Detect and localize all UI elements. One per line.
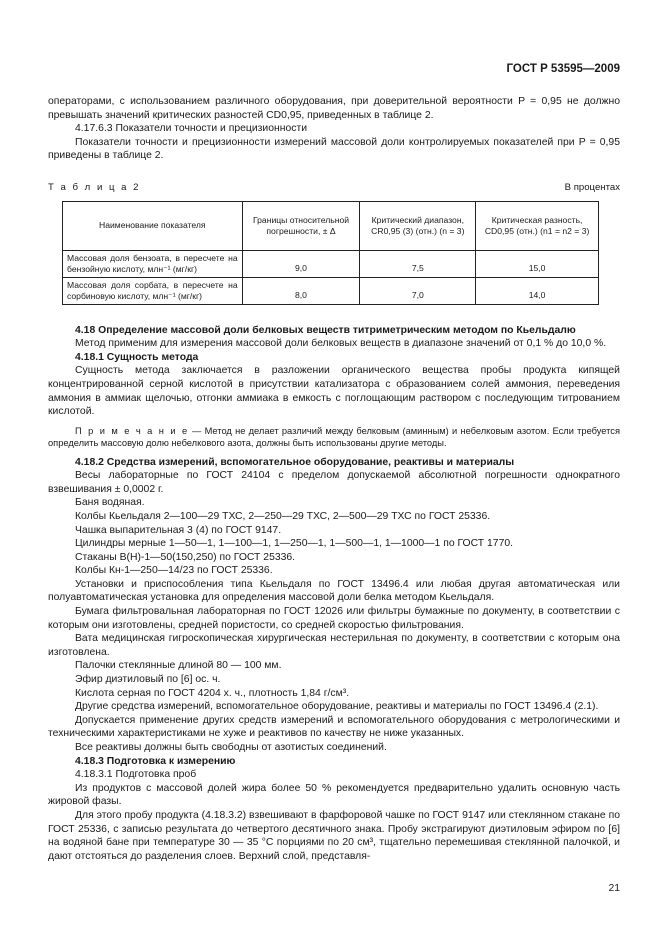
section-4-18-3-title: 4.18.3 Подготовка к измерению bbox=[75, 755, 236, 767]
equipment-item: Эфир диэтиловый по [6] ос. ч. bbox=[75, 674, 221, 686]
equipment-item: Допускается применение других средств измерений и вспомогательного оборудования с метрологическими и техническими характеристиками не хуже и реактивов по качеству не ниже указанных. bbox=[48, 714, 620, 740]
table-caption-row bbox=[48, 181, 620, 195]
equipment-item: Стаканы В(Н)-1—50(150,250) по ГОСТ 25336. bbox=[75, 551, 296, 563]
equipment-item: Цилиндры мерные 1—50—1, 1—100—1, 1—250—1, 1—500—1, 1—1000—1 по ГОСТ 1770. bbox=[75, 538, 514, 550]
document-header: ГОСТ Р 53595—2009 bbox=[506, 63, 620, 75]
equipment-item: Колбы Кьельдаля 2—100—29 ТХС, 2—250—29 ТХС, 2—500—29 ТХС по ГОСТ 25336. bbox=[75, 510, 491, 522]
section-4-18-2-title: 4.18.2 Средства измерений, вспомогательное оборудование, реактивы и материалы bbox=[75, 456, 515, 468]
section-4-18-paragraph: Метод применим для измерения массовой доли белковых веществ в диапазоне значений от 0,1 % до 10,0 %. bbox=[75, 338, 607, 350]
equipment-item: Чашка выпарительная 3 (4) по ГОСТ 9147. bbox=[75, 524, 282, 536]
note-label: П р и м е ч а н и е bbox=[75, 425, 189, 436]
equipment-item: Колбы Кн-1—250—14/23 по ГОСТ 25336. bbox=[75, 565, 273, 577]
equipment-item: Весы лабораторные по ГОСТ 24104 с пределом допускаемой абсолютной погрешности однократного взвешивания ± 0,0002 г. bbox=[48, 470, 620, 495]
table-header-cell: Критическая разность, CD0,95 (отн.) (n1 = n2 = 3) bbox=[476, 201, 599, 250]
table-unit: В процентах bbox=[564, 181, 620, 193]
intro-paragraph-1: операторами, с использованием различного оборудования, при доверительной вероятности P = 0,95 не должно превышать значений критических разностей CD0,95, приведенных в таблице 2. bbox=[48, 96, 620, 121]
section-4-18-3-1: 4.18.3.1 Подготовка проб bbox=[75, 769, 197, 781]
table-2 bbox=[62, 201, 599, 305]
page-number: 21 bbox=[608, 883, 620, 894]
equipment-item: Баня водяная. bbox=[75, 497, 145, 509]
table-cell-delta: 8,0 bbox=[242, 277, 360, 304]
table-cell-cd: 15,0 bbox=[476, 250, 599, 277]
equipment-item: Кислота серная по ГОСТ 4204 х. ч., плотность 1,84 г/см³. bbox=[75, 687, 350, 699]
page-content bbox=[48, 95, 620, 863]
sample-prep-paragraph: Из продуктов с массовой долей жира более 50 % рекомендуется предварительно удалить основную часть жировой фазы. bbox=[48, 782, 620, 808]
table-header-cell: Границы относительной погрешности, ± Δ bbox=[242, 201, 360, 250]
table-header-row bbox=[63, 201, 599, 250]
section-4-18-1-paragraph: Сущность метода заключается в разложении органического вещества пробы продукта кипящей концентрированной серной кислотой в присутствии катализатора с образованием солей аммония, переведения аммония в аммиак щелочью, отгонки аммиака в емкость с поглощающим раствором с последующим титрованием кислотой. bbox=[48, 365, 620, 418]
equipment-item: Палочки стеклянные длиной 80 — 100 мм. bbox=[75, 660, 282, 672]
table-cell-cr: 7,5 bbox=[360, 250, 476, 277]
equipment-item: Бумага фильтровальная лабораторная по ГОСТ 12026 или фильтры бумажные по документу, в соответствии с которым они изготовлены, средней пористости, со средней скоростью фильтрования. bbox=[48, 606, 620, 631]
equipment-item: Установки и приспособления типа Кьельдаля по ГОСТ 13496.4 или любая другая автоматическая или полуавтоматическая установка для определения массовой доли белка методом Кьельдаля. bbox=[48, 578, 620, 604]
equipment-item: Вата медицинская гигроскопическая хирургическая нестерильная по документу, в соответствии с которым она изготовлена. bbox=[48, 633, 620, 658]
table-cell-cr: 7,0 bbox=[360, 277, 476, 304]
intro-paragraph-3: Показатели точности и прецизионности измерений массовой доли контролируемых показателей при P = 0,95 приведены в таблице 2. bbox=[48, 136, 620, 162]
equipment-item: Другие средства измерений, вспомогательное оборудование, реактивы и материалы по ГОСТ 13496.4 (2.1). bbox=[75, 701, 599, 713]
table-header-cell: Критический диапазон, CR0,95 (3) (отн.) (n = 3) bbox=[360, 201, 476, 250]
table-caption: Т а б л и ц а 2 bbox=[48, 181, 141, 193]
section-4-17-6-3: 4.17.6.3 Показатели точности и прецизионности bbox=[75, 123, 308, 135]
table-row bbox=[63, 277, 599, 304]
table-cell-name: Массовая доля бензоата, в пересчете на бензойную кислоту, млн⁻¹ (мг/кг) bbox=[63, 250, 243, 277]
equipment-item: Все реактивы должны быть свободны от азотистых соединений. bbox=[75, 742, 387, 753]
section-4-18-1-title: 4.18.1 Сущность метода bbox=[75, 351, 199, 363]
table-cell-delta: 9,0 bbox=[242, 250, 360, 277]
table-cell-cd: 14,0 bbox=[476, 277, 599, 304]
table-cell-name: Массовая доля сорбата, в пересчете на сорбиновую кислоту, млн⁻¹ (мг/кг) bbox=[63, 277, 243, 304]
sample-prep-paragraph: Для этого пробу продукта (4.18.3.2) взвешивают в фарфоровой чашке по ГОСТ 9147 или стеклянном стакане по ГОСТ 25336, с записью результата до четвертого десятичного знака. Пробу экстрагируют диэтиловым эфиром по [6] на водяной бане при температуре 30 — 35 °С порциями по 20 см³, тщательно перемешивая стеклянной палочкой, и дают отстояться до разделения слоев. Верхний слой, представля- bbox=[48, 809, 620, 862]
note-paragraph bbox=[48, 425, 620, 450]
section-4-18-title: 4.18 Определение массовой доли белковых веществ титриметрическим методом по Кьельдалю bbox=[75, 324, 576, 336]
table-header-cell: Наименование показателя bbox=[63, 201, 243, 250]
note-text: — Метод не делает различий между белковым (аминным) и небелковым азотом. Если требуется определить массовую долю небелкового азота, должны быть использованы другие методы. bbox=[48, 425, 620, 449]
table-row bbox=[63, 250, 599, 277]
